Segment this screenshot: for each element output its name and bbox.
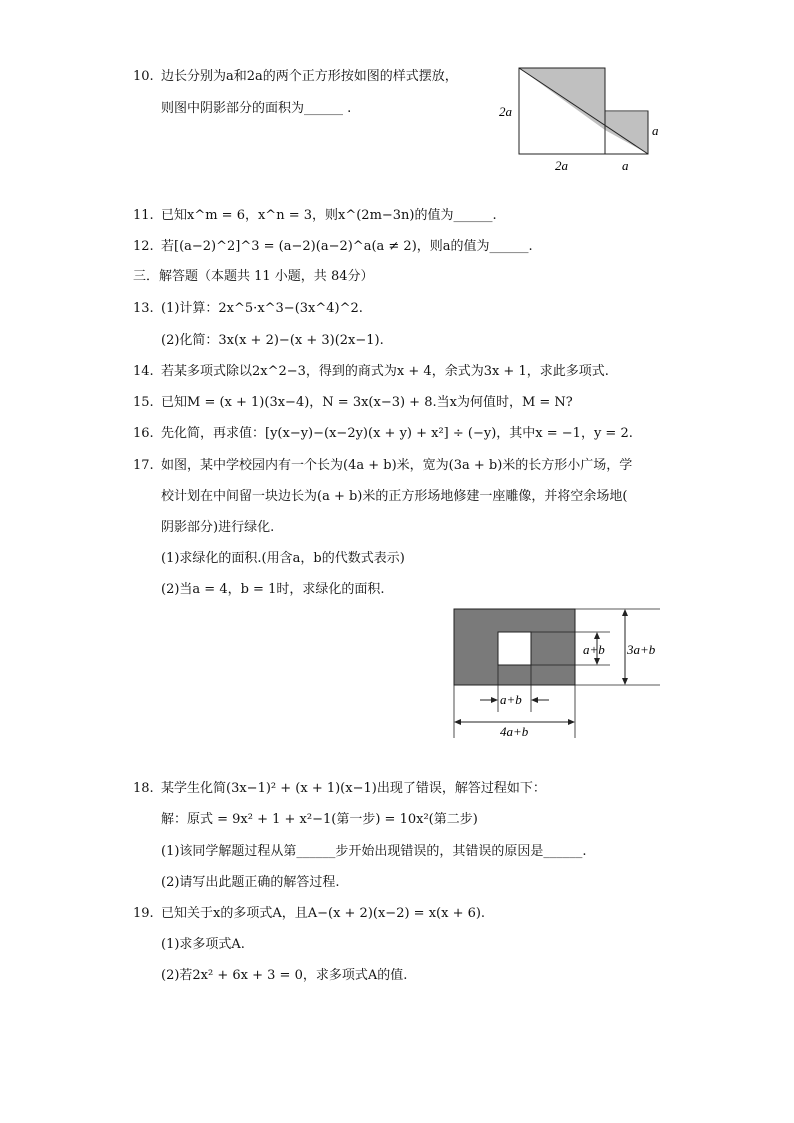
q12-text: 若[(a−2)^2]^3 = (a−2)(a−2)^a(a ≠ 2)，则a的值为______. [161, 239, 533, 254]
question-number: 13. [133, 301, 154, 316]
question-number: 15. [133, 395, 154, 410]
q18-line3: (1)该同学解题过程从第______步开始出现错误的，其错误的原因是______. [161, 844, 587, 859]
q17-line3: 阴影部分)进行绿化. [161, 520, 275, 535]
q11-text: 已知x^m = 6，x^n = 3，则x^(2m−3n)的值为______. [161, 208, 497, 223]
q19-line1: 已知关于x的多项式A，且A−(x + 2)(x−2) = x(x + 6). [161, 906, 486, 921]
q15-text: 已知M = (x + 1)(3x−4)，N = 3x(x−3) + 8.当x为何值时，M = N? [161, 395, 573, 410]
q10-label-bottom-right: a [622, 158, 629, 173]
q17-label-small-horizontal: a+b [500, 692, 522, 707]
question-number: 17. [133, 458, 154, 473]
question-number: 14. [133, 364, 154, 379]
question-number: 10. [133, 69, 154, 84]
q13-line1: (1)计算：2x^5·x^3−(3x^4)^2. [161, 301, 363, 316]
q19-line2: (1)求多项式A. [161, 937, 245, 952]
q10-line2: 则图中阴影部分的面积为______ . [161, 101, 352, 116]
q17-line4: (1)求绿化的面积.(用含a，b的代数式表示) [161, 551, 405, 566]
question-number: 19. [133, 906, 154, 921]
q10-label-bottom-left: 2a [555, 158, 568, 173]
q18-line2: 解：原式 = 9x² + 1 + x²−1(第一步) = 10x²(第二步) [161, 812, 478, 827]
q10-figure [495, 62, 675, 177]
question-number: 12. [133, 239, 154, 254]
question-number: 18. [133, 781, 154, 796]
q14-text: 若某多项式除以2x^2−3，得到的商式为x + 4，余式为3x + 1，求此多项式. [161, 364, 609, 379]
q17-label-height: 3a+b [627, 642, 656, 657]
q10-line1: 边长分别为a和2a的两个正方形按如图的样式摆放， [161, 69, 458, 84]
q13-line2: (2)化简：3x(x + 2)−(x + 3)(2x−1). [161, 333, 384, 348]
q17-line5: (2)当a = 4，b = 1时，求绿化的面积. [161, 582, 385, 597]
q17-label-small-vertical: a+b [583, 642, 605, 657]
q10-label-left: 2a [499, 104, 512, 119]
q19-line3: (2)若2x² + 6x + 3 = 0，求多项式A的值. [161, 968, 408, 983]
q17-line1: 如图，某中学校园内有一个长为(4a + b)米，宽为(3a + b)米的长方形小广场，学 [161, 458, 633, 473]
q16-text: 先化简，再求值：[y(x−y)−(x−2y)(x + y) + x²] ÷ (−y)，其中x = −1，y = 2. [161, 426, 633, 441]
section-heading: 三．解答题（本题共 11 小题，共 84分） [133, 269, 374, 284]
q17-inner-square [498, 632, 531, 665]
q18-line4: (2)请写出此题正确的解答过程. [161, 875, 340, 890]
q10-shaded-triangle-left [519, 68, 605, 130]
question-number: 11. [133, 208, 154, 223]
q17-figure [450, 604, 680, 742]
q18-line1: 某学生化简(3x−1)² + (x + 1)(x−1)出现了错误，解答过程如下： [161, 781, 546, 796]
q10-shaded-triangle-right [605, 112, 648, 154]
q10-label-right: a [652, 123, 659, 138]
question-number: 16. [133, 426, 154, 441]
q17-line2: 校计划在中间留一块边长为(a + b)米的正方形场地修建一座雕像，并将空余场地( [161, 489, 628, 504]
q17-label-width: 4a+b [500, 724, 529, 739]
